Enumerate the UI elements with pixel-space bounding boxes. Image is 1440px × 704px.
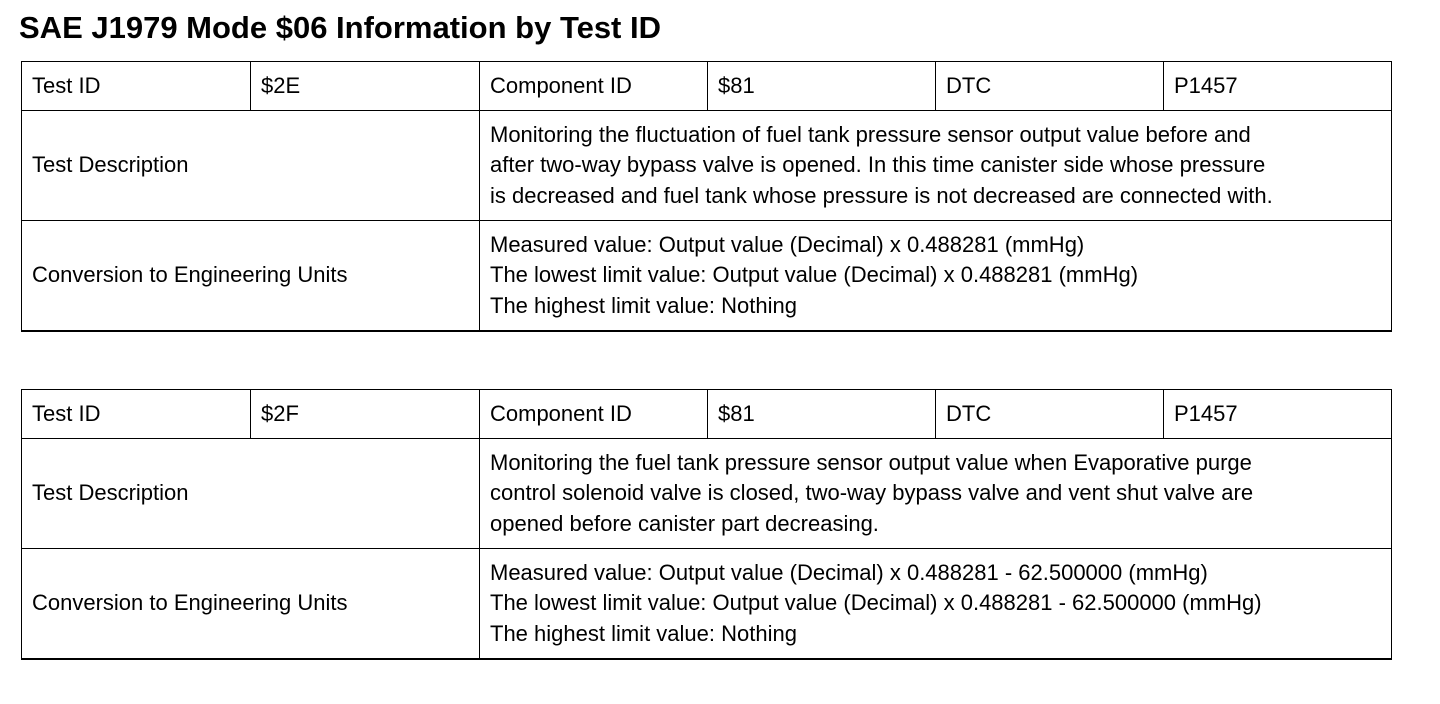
test-description-label: Test Description [22, 439, 480, 549]
conversion-line: Measured value: Output value (Decimal) x 0.488281 (mmHg) [490, 231, 1085, 257]
id-row [22, 62, 1392, 111]
component-id-value: $81 [708, 390, 936, 439]
conversion-line: The highest limit value: Nothing [490, 292, 797, 318]
description-line: opened before canister part decreasing. [490, 510, 879, 536]
test-id-value: $2F [251, 390, 480, 439]
conversion-row [22, 221, 1392, 332]
description-row [22, 439, 1392, 549]
conversion-value [480, 549, 1392, 660]
description-line: control solenoid valve is closed, two-way bypass valve and vent shut valve are [490, 480, 1254, 506]
test-id-value: $2E [251, 62, 480, 111]
component-id-label: Component ID [480, 390, 708, 439]
test-description-value [480, 111, 1392, 221]
conversion-line: The lowest limit value: Output value (Decimal) x 0.488281 - 62.500000 (mmHg) [490, 590, 1262, 616]
page-title: SAE J1979 Mode $06 Information by Test ID [19, 10, 661, 45]
conversion-line: Measured value: Output value (Decimal) x 0.488281 - 62.500000 (mmHg) [490, 559, 1208, 585]
description-line: after two-way bypass valve is opened. In this time canister side whose pressure [490, 152, 1266, 178]
test-description-label: Test Description [22, 111, 480, 221]
description-line: Monitoring the fuel tank pressure sensor output value when Evaporative purge [490, 449, 1252, 475]
test-id-label: Test ID [22, 62, 251, 111]
id-row [22, 390, 1392, 439]
component-id-value: $81 [708, 62, 936, 111]
conversion-row [22, 549, 1392, 660]
conversion-value [480, 221, 1392, 332]
test-description-value [480, 439, 1392, 549]
dtc-label: DTC [936, 62, 1164, 111]
test-table [21, 61, 1392, 332]
conversion-label: Conversion to Engineering Units [22, 221, 480, 332]
test-id-label: Test ID [22, 390, 251, 439]
component-id-label: Component ID [480, 62, 708, 111]
conversion-line: The highest limit value: Nothing [490, 620, 797, 646]
conversion-line: The lowest limit value: Output value (Decimal) x 0.488281 (mmHg) [490, 262, 1139, 288]
dtc-value: P1457 [1164, 62, 1392, 111]
dtc-value: P1457 [1164, 390, 1392, 439]
dtc-label: DTC [936, 390, 1164, 439]
description-row [22, 111, 1392, 221]
conversion-label: Conversion to Engineering Units [22, 549, 480, 660]
test-table [21, 389, 1392, 660]
description-line: Monitoring the fluctuation of fuel tank pressure sensor output value before and [490, 121, 1251, 147]
description-line: is decreased and fuel tank whose pressure is not decreased are connected with. [490, 182, 1273, 208]
